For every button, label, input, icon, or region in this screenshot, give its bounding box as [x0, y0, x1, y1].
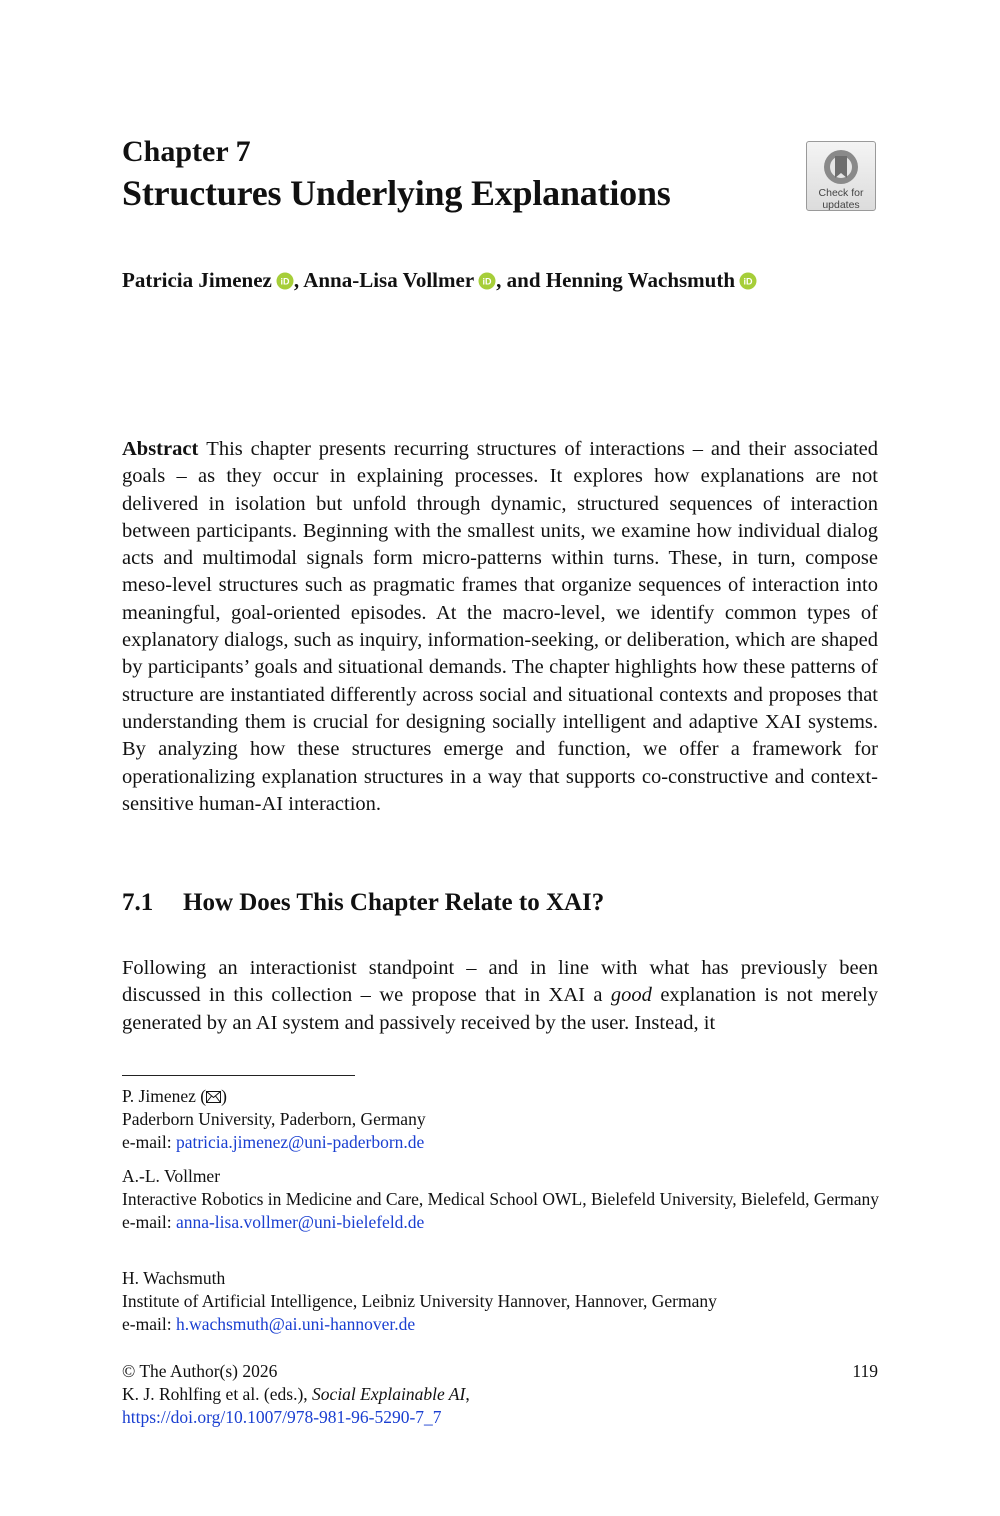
section-number: 7.1 [122, 889, 154, 916]
email-link[interactable]: anna-lisa.vollmer@uni-bielefeld.de [175, 1212, 425, 1232]
footnote-name: P. Jimenez ( [122, 1086, 207, 1106]
page-number: 119 [852, 1361, 878, 1381]
body-text: explanation is not merely generated by an AI system and passively received by the user. Instead, it [122, 984, 878, 1034]
footnote-divider [122, 1075, 355, 1076]
citation-prefix: K. J. Rohlfing et al. (eds.), [122, 1384, 313, 1404]
badge-line-1: Check for [818, 187, 864, 199]
body-paragraph [122, 955, 878, 1037]
abstract-heading: Abstract [122, 438, 199, 460]
bookmark-ring-icon [821, 147, 861, 187]
footnote-name-close: ) [221, 1086, 227, 1106]
abstract [122, 436, 878, 818]
author-name: Henning Wachsmuth [545, 268, 736, 292]
envelope-icon [206, 1091, 221, 1103]
check-for-updates-badge[interactable] [806, 141, 876, 211]
svg-text:iD: iD [280, 276, 290, 287]
svg-text:iD: iD [743, 276, 753, 287]
orcid-icon[interactable] [739, 269, 757, 297]
author-name: Patricia Jimenez [122, 268, 272, 292]
badge-line-2: updates [822, 199, 860, 211]
footnote-name: H. Wachsmuth [122, 1268, 226, 1288]
body-text: Following an interactionist standpoint – and in line with what has previously been discussed in this collection – we propose that in XAI a [122, 957, 878, 1007]
email-link[interactable]: patricia.jimenez@uni-paderborn.de [175, 1132, 425, 1152]
author-separator: , [293, 268, 304, 292]
footnote-affiliation: Paderborn University, Paderborn, Germany [122, 1109, 426, 1129]
page-footer [122, 1360, 470, 1429]
email-label: e-mail: [122, 1314, 176, 1334]
chapter-title: Structures Underlying Explanations [122, 173, 671, 213]
svg-text:iD: iD [482, 276, 492, 287]
chapter-label: Chapter 7 [122, 135, 251, 168]
author-name: Anna-Lisa Vollmer [303, 268, 475, 292]
footnote-author-2 [122, 1165, 882, 1234]
copyright: © The Author(s) 2026 [122, 1361, 278, 1381]
footnote-affiliation: Institute of Artificial Intelligence, Leibniz University Hannover, Hannover, Germany [122, 1291, 717, 1311]
email-link[interactable]: h.wachsmuth@ai.uni-hannover.de [175, 1314, 416, 1334]
orcid-icon[interactable] [276, 269, 294, 297]
footnote-name: A.-L. Vollmer [122, 1166, 221, 1186]
footnote-author-3 [122, 1267, 882, 1336]
email-label: e-mail: [122, 1212, 176, 1232]
author-list [122, 266, 757, 297]
section-title: How Does This Chapter Relate to XAI? [183, 889, 605, 916]
body-emphasis: good [610, 984, 652, 1007]
author-separator: , and [496, 268, 546, 292]
email-label: e-mail: [122, 1132, 176, 1152]
abstract-text: This chapter presents recurring structures of interactions – and their associated goals – as they occur in explaining processes. It explores how explanations are not delivered in isolation but unfold through dynamic, structured sequences of interaction between participants. Beginning with the smallest units, we examine how individual dialog acts and multimodal signals form micro-patterns within turns. These, in turn, compose meso-level structures such as pragmatic frames that organize sequences of interaction into meaningful, goal-oriented episodes. At the macro-level, we identify common types of explanatory dialogs, such as inquiry, information-seeking, or deliberation, which are shaped by participants’ goals and situational demands. The chapter highlights how these patterns of structure are instantiated differently across social and situational contexts and proposes that understanding them is crucial for designing socially intelligent and adaptive XAI systems. By analyzing how these structures emerge and function, we offer a framework for operationalizing explanation structures in a way that supports co-constructive and context-sensitive human-AI interaction. [122, 438, 878, 815]
doi-link[interactable]: https://doi.org/10.1007/978-981-96-5290-7_7 [122, 1407, 442, 1427]
footnote-author-1 [122, 1085, 882, 1154]
footnote-affiliation: Interactive Robotics in Medicine and Care, Medical School OWL, Bielefeld University, Bielefeld, Germany [122, 1189, 879, 1209]
citation-suffix: , [465, 1384, 470, 1404]
section-heading [122, 887, 604, 919]
book-title: Social Explainable AI [312, 1384, 466, 1404]
orcid-icon[interactable] [478, 269, 496, 297]
